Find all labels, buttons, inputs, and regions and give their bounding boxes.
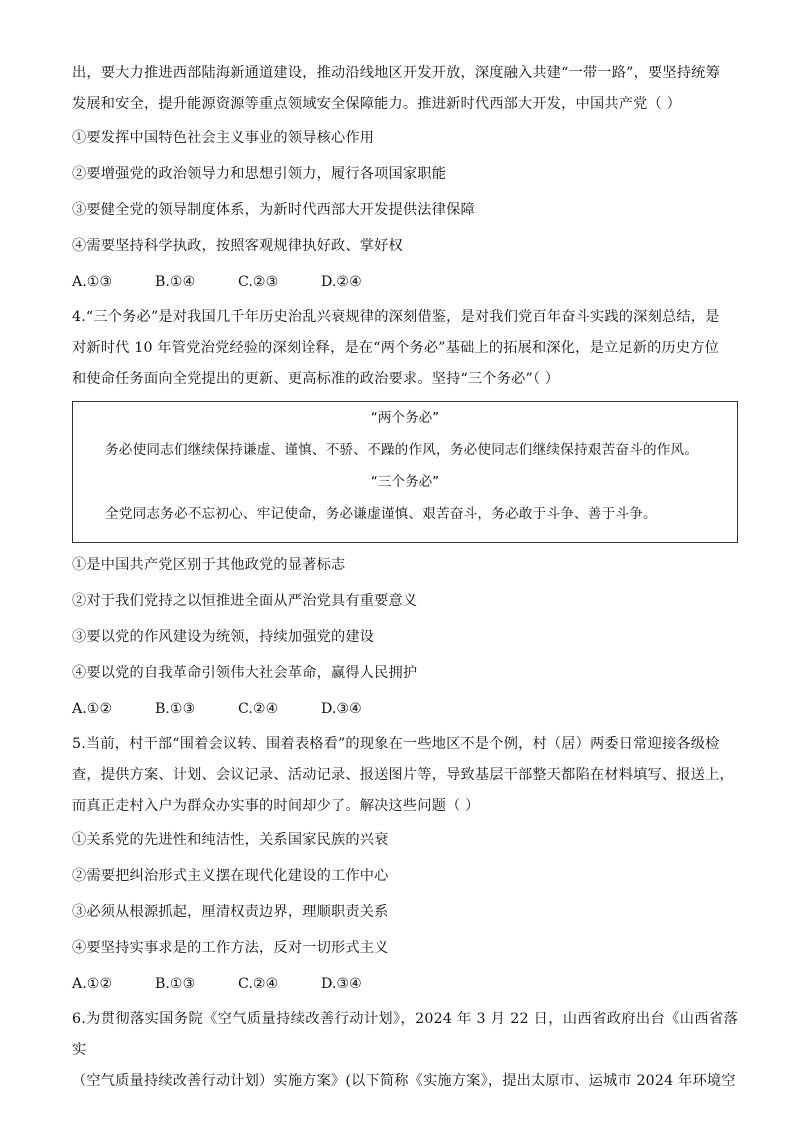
question-3-option-2: ②要增强党的政治领导力和思想引领力，履行各项国家职能: [72, 166, 447, 182]
question-5-choice-c: C.②④: [238, 976, 279, 992]
quote-box: [72, 401, 738, 543]
quote-box-title-two-musts: “两个务必”: [370, 410, 440, 426]
question-4-choice-a: A.①②: [72, 701, 113, 717]
question-4-option-2: ②对于我们党持之以恒推进全面从严治党具有重要意义: [72, 593, 418, 609]
question-6: [72, 1004, 738, 1097]
question-5-choice-d: D.③④: [321, 976, 362, 992]
question-5-stem-line-2: 查，提供方案、计划、会议记录、活动记录、报送图片等，导致基层干部整天都陷在材料填写、报送上，: [72, 767, 734, 783]
question-5-choices: [72, 966, 738, 1002]
exam-page: [72, 58, 738, 1097]
question-5-option-4: ④要坚持实事求是的工作方法，反对一切形式主义: [72, 940, 389, 956]
question-4-option-4: ④要以党的自我革命引领伟大社会革命，赢得人民拥护: [72, 665, 418, 681]
question-5-option-2: ②需要把纠治形式主义摆在现代化建设的工作中心: [72, 868, 389, 884]
question-5-stem-line-1: 5.当前，村干部“围着会议转、围着表格看”的现象在一些地区不是个例，村（居）两委日常迎接各级检: [72, 736, 720, 752]
question-3-choice-c: C.②③: [238, 274, 279, 290]
question-4-option-1: ①是中国共产党区别于其他政党的显著标志: [72, 557, 346, 573]
question-5: [72, 729, 738, 1002]
question-3-option-1: ①要发挥中国特色社会主义事业的领导核心作用: [72, 130, 375, 146]
question-3-choices: [72, 264, 738, 300]
question-5-choice-b: B.①③: [155, 976, 196, 992]
question-3-stem-line-1: 出，要大力推进西部陆海新通道建设，推动沿线地区开发开放，深度融入共建“一带一路”，要坚持统筹: [72, 65, 720, 81]
question-6-stem-line-1: 6.为贯彻落实国务院《空气质量持续改善行动计划》，2024 年 3 月 22 日，山西省政府出台《山西省落实: [72, 1011, 738, 1058]
question-3-choice-b: B.①④: [155, 274, 196, 290]
quote-box-text-three-musts: 全党同志务必不忘初心、牢记使命，务必谦虚谨慎、艰苦奋斗，务必敢于斗争、善于斗争。: [105, 506, 657, 522]
question-4-option-3: ③要以党的作风建设为统领，持续加强党的建设: [72, 629, 375, 645]
question-4-stem-line-1: 4.“三个务必”是对我国几千年历史治乱兴衰规律的深刻借鉴，是对我们党百年奋斗实践的深刻总结，是: [72, 309, 720, 325]
question-3-choice-a: A.①③: [72, 274, 113, 290]
quote-box-title-three-musts: “三个务必”: [370, 474, 440, 490]
quote-box-text-two-musts: 务必使同志们继续保持谦虚、谨慎、不骄、不躁的作风，务必使同志们继续保持艰苦奋斗的作风。: [105, 442, 699, 458]
question-3-choice-d: D.②④: [321, 274, 362, 290]
question-4-stem-line-2: 对新时代 10 年管党治党经验的深刻诠释，是在“两个务必”基础上的拓展和深化，是立足新的历史方位: [72, 340, 720, 356]
question-4-choice-c: C.②④: [238, 701, 279, 717]
question-4-choice-b: B.①③: [155, 701, 196, 717]
question-4-choice-d: D.③④: [321, 701, 362, 717]
question-3: [72, 58, 738, 300]
question-6-stem-line-2: （空气质量持续改善行动计划）实施方案》(以下简称《实施方案》，提出太原市、运城市 2024 年环境空: [72, 1073, 736, 1089]
question-3-stem-line-2: 发展和安全，提升能源资源等重点领域安全保障能力。推进新时代西部大开发，中国共产党（ ）: [72, 96, 681, 112]
question-4-stem-line-3: 和使命任务面向全党提出的更新、更高标准的政治要求。坚持“三个务必”（ ）: [72, 371, 560, 387]
question-3-option-3: ③要健全党的领导制度体系，为新时代西部大开发提供法律保障: [72, 202, 475, 218]
question-5-choice-a: A.①②: [72, 976, 113, 992]
question-5-option-3: ③必须从根源抓起，厘清权责边界，理顺职责关系: [72, 904, 389, 920]
question-5-option-1: ①关系党的先进性和纯洁性，关系国家民族的兴衰: [72, 832, 389, 848]
question-4: [72, 302, 738, 727]
question-5-stem-line-3: 而真正走村入户为群众办实事的时间却少了。解决这些问题（ ）: [72, 798, 480, 814]
question-3-option-4: ④需要坚持科学执政，按照客观规律执好政、掌好权: [72, 238, 403, 254]
question-4-choices: [72, 691, 738, 727]
